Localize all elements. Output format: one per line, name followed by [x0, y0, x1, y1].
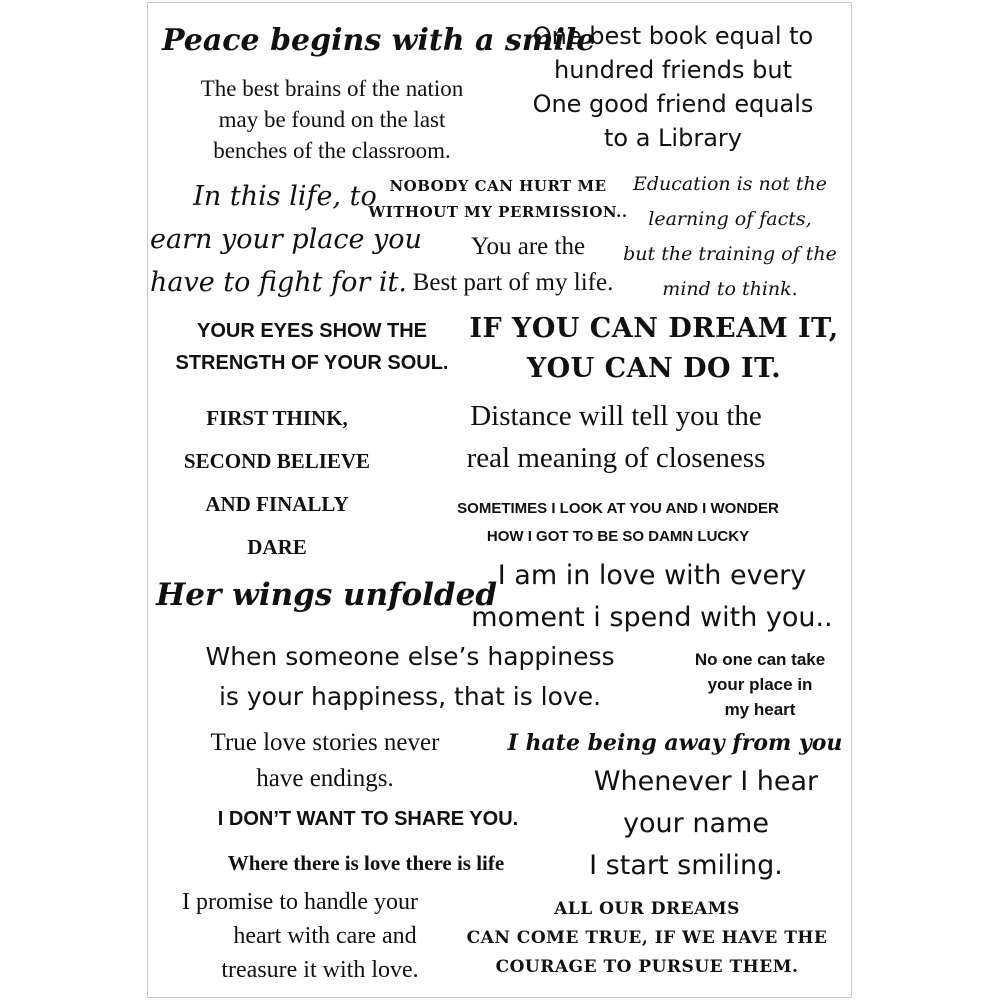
- quote-your-eyes: [152, 315, 472, 379]
- quote-first-think: [152, 397, 402, 569]
- quote-line: SECOND BELIEVE: [183, 449, 371, 473]
- quote-line: moment i spend with you..: [471, 602, 833, 633]
- quote-line: AND FINALLY: [205, 492, 349, 516]
- quote-line: One good friend equals: [532, 90, 814, 118]
- quote-line: STRENGTH OF YOUR SOUL.: [175, 352, 449, 374]
- quote-line: IF YOU CAN DREAM IT,: [469, 313, 839, 344]
- quote-line: have to fight for it.: [150, 267, 407, 298]
- quote-line: learning of facts,: [648, 208, 812, 230]
- quote-education: [616, 167, 844, 307]
- quote-line: earn your place you: [150, 224, 422, 255]
- quote-when-someone: [152, 637, 668, 717]
- quote-line: treasure it with love.: [221, 957, 419, 983]
- quote-line: Distance will tell you the: [470, 400, 762, 432]
- quote-line: Where there is love there is life: [227, 851, 505, 875]
- quote-line: I am in love with every: [497, 560, 807, 591]
- quote-line: HOW I GOT TO BE SO DAMN LUCKY: [486, 528, 750, 545]
- quote-line: to a Library: [604, 124, 742, 152]
- quote-line: No one can take: [694, 650, 826, 669]
- quote-line: NOBODY CAN HURT ME: [389, 177, 607, 195]
- quote-if-you-can-dream: [464, 309, 844, 389]
- quote-line: The best brains of the nation: [200, 76, 464, 101]
- quote-best-book: [508, 19, 838, 155]
- stamp-sheet: [147, 2, 852, 998]
- quote-line: have endings.: [256, 765, 394, 792]
- quote-line: I promise to handle your: [182, 889, 418, 915]
- quote-line: hundred friends but: [553, 56, 793, 84]
- quote-her-wings: [156, 573, 497, 617]
- quote-line: Peace begins with a smile: [162, 23, 596, 58]
- quote-line: Best part of my life.: [412, 269, 614, 296]
- quote-distance: [406, 395, 826, 479]
- quote-nobody-can-hurt: [368, 173, 628, 225]
- quote-line: may be found on the last: [218, 107, 446, 132]
- quote-all-our-dreams: [450, 895, 844, 982]
- quote-line: heart with care and: [233, 923, 417, 949]
- quote-line: True love stories never: [210, 729, 440, 756]
- quote-line: When someone else’s happiness: [205, 642, 615, 671]
- quote-line: Her wings unfolded: [156, 577, 497, 613]
- quote-line: my heart: [724, 700, 796, 719]
- quote-line: YOU CAN DO IT.: [526, 353, 782, 384]
- quote-line: In this life, to: [193, 181, 377, 212]
- quote-line: benches of the classroom.: [213, 138, 451, 163]
- quote-sometimes: [398, 495, 838, 551]
- quote-line: mind to think.: [662, 278, 798, 300]
- quote-line: CAN COME TRUE, IF WE HAVE THE: [466, 928, 828, 948]
- quote-where-there-is-love: [150, 847, 582, 879]
- quote-best-brains: [152, 73, 512, 166]
- quote-line: ALL OUR DREAMS: [554, 899, 740, 919]
- quote-line: SOMETIMES I LOOK AT YOU AND I WONDER: [457, 500, 779, 517]
- quote-line: Whenever I hear: [593, 766, 819, 797]
- quote-line: your name: [623, 808, 769, 839]
- quote-line: I DON’T WANT TO SHARE YOU.: [217, 808, 519, 830]
- quote-line: is your happiness, that is love.: [218, 682, 602, 711]
- quote-line: You are the: [470, 233, 586, 260]
- quote-line: COURAGE TO PURSUE THEM.: [495, 957, 799, 977]
- quote-in-this-life: [150, 175, 422, 304]
- quote-whenever-i-hear: [564, 761, 848, 887]
- quote-line: One best book equal to: [532, 22, 814, 50]
- quote-line: DARE: [247, 535, 307, 559]
- quote-line: FIRST THINK,: [206, 406, 348, 430]
- quote-line: I hate being away from you: [507, 730, 843, 756]
- quote-line: Education is not the: [633, 173, 827, 195]
- quote-line: YOUR EYES SHOW THE: [196, 320, 428, 342]
- quote-line: I start smiling.: [589, 850, 783, 881]
- quote-you-are-the: [378, 229, 648, 301]
- quote-line: but the training of the: [623, 243, 837, 265]
- quote-dont-want-to-share: [150, 803, 586, 835]
- quote-i-hate-being-away: [502, 725, 848, 761]
- quote-line: WITHOUT MY PERMISSION..: [368, 203, 628, 221]
- quote-line: your place in: [707, 675, 813, 694]
- quote-peace-begins: [162, 21, 596, 61]
- quote-line: real meaning of closeness: [466, 442, 766, 474]
- quote-no-one-can-take: [672, 647, 848, 722]
- quote-i-am-in-love: [456, 555, 848, 639]
- quote-true-love: [152, 725, 498, 797]
- quote-i-promise: [150, 885, 470, 987]
